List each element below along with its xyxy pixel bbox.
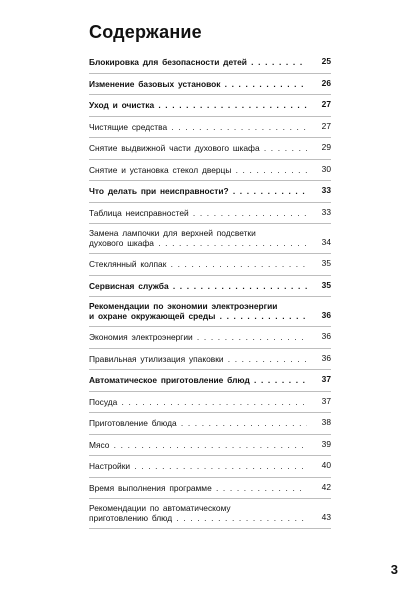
toc-entry [89, 456, 331, 478]
toc-entry-page: 40 [321, 460, 331, 470]
toc-entry-page: 42 [321, 481, 331, 492]
toc-entry-page: 37 [321, 395, 331, 406]
toc-entry-line: Сервисная служба . . . [89, 282, 307, 292]
toc-entry-page: 35 [321, 279, 331, 290]
toc-entry [89, 413, 331, 435]
toc-entry-line: Приготовление блюда . . . [89, 419, 307, 429]
toc-entry-title [89, 77, 331, 90]
toc-entry-page: 27 [321, 99, 331, 109]
toc-entry [89, 435, 331, 457]
toc-entry-page: 25 [321, 56, 331, 66]
toc-entry-title [89, 101, 331, 111]
toc-entry [89, 138, 331, 160]
toc-entry [89, 499, 331, 529]
toc-entry-page: 37 [321, 374, 331, 384]
toc-entry [89, 327, 331, 349]
toc-entry [89, 117, 331, 139]
toc-entry-line: Что делать при неисправности? . . . [89, 187, 307, 197]
toc-entry-title [89, 260, 331, 270]
page-title: Содержание [89, 22, 202, 42]
toc-entry-page: 29 [321, 142, 331, 152]
toc-entry-title [89, 438, 331, 451]
toc-entry-line: Стеклянный колпак . . . [89, 260, 307, 270]
toc-entry-line: Блокировка для безопасности детей . . . [89, 58, 307, 68]
toc-entry-line: Рекомендации по автоматическому [89, 503, 231, 513]
toc-entry-title [89, 279, 331, 292]
toc-entry-title [89, 58, 331, 68]
toc-entry-title [89, 187, 331, 197]
toc-entry-line: духового шкафа . . . [89, 239, 307, 249]
toc-entry [89, 160, 331, 182]
toc-entry-page: 35 [321, 258, 331, 268]
toc-entry [89, 297, 331, 327]
toc-entry-title [89, 333, 331, 343]
toc-entry-page: 26 [321, 77, 331, 88]
toc-entry [89, 478, 331, 500]
toc-entry-page: 38 [321, 417, 331, 427]
toc-entry [89, 370, 331, 392]
toc-entry-line: Автоматическое приготовление блюд . . . [89, 376, 307, 386]
toc-entry [89, 74, 331, 96]
table-of-contents [89, 52, 331, 529]
toc-entry-title [89, 144, 331, 154]
toc-entry [89, 203, 331, 225]
toc-entry-line: Мясо . . . [89, 441, 307, 451]
toc-entry-title [89, 163, 331, 176]
toc-entry-page: 33 [321, 206, 331, 217]
toc-entry-page: 30 [321, 163, 331, 174]
toc-entry-title [89, 462, 331, 472]
toc-entry-line: Время выполнения программе . . . [89, 484, 307, 494]
toc-entry-page: 27 [321, 120, 331, 131]
toc-entry-line: Посуда . . . [89, 398, 307, 408]
toc-entry-line: Снятие и установка стекол дверцы . . . [89, 166, 307, 176]
toc-entry-title [89, 120, 331, 133]
toc-entry-page: 43 [321, 511, 331, 522]
toc-entry-line: Изменение базовых установок . . . [89, 80, 307, 90]
toc-entry-line: Уход и очистка . . . [89, 101, 307, 111]
toc-entry-line: Правильная утилизация упаковки . . . [89, 355, 307, 365]
toc-entry-title [89, 206, 331, 219]
toc-entry-line: Таблица неисправностей . . . [89, 209, 307, 219]
toc-entry [89, 95, 331, 117]
toc-entry-page: 36 [321, 352, 331, 363]
toc-entry-line: Рекомендации по экономии электроэнергии [89, 301, 278, 311]
toc-entry [89, 392, 331, 414]
toc-entry-title [89, 504, 331, 523]
toc-entry-page: 33 [321, 185, 331, 195]
toc-entry-title [89, 395, 331, 408]
toc-entry-page: 34 [321, 236, 331, 247]
toc-entry-page: 36 [321, 309, 331, 320]
toc-entry-title [89, 481, 331, 494]
toc-entry-line: и охране окружающей среды . . . [89, 312, 307, 322]
toc-entry-line: Замена лампочки для верхней подсветки [89, 228, 256, 238]
toc-entry-title [89, 419, 331, 429]
toc-entry-title [89, 352, 331, 365]
toc-entry-line: приготовлению блюд . . . [89, 514, 307, 524]
page-number: 3 [390, 562, 398, 577]
toc-entry [89, 181, 331, 203]
toc-entry-line: Чистящие средства . . . [89, 123, 307, 133]
toc-entry-title [89, 229, 331, 248]
toc-entry-line: Настройки . . . [89, 462, 307, 472]
toc-entry-line: Снятие выдвижной части духового шкафа . . . [89, 144, 307, 154]
toc-entry-page: 39 [321, 438, 331, 449]
toc-entry [89, 349, 331, 371]
toc-entry-title [89, 302, 331, 321]
toc-entry [89, 52, 331, 74]
toc-entry-title [89, 376, 331, 386]
toc-entry [89, 276, 331, 298]
toc-entry [89, 254, 331, 276]
toc-entry-page: 36 [321, 331, 331, 341]
toc-entry [89, 224, 331, 254]
toc-entry-line: Экономия электроэнергии . . . [89, 333, 307, 343]
